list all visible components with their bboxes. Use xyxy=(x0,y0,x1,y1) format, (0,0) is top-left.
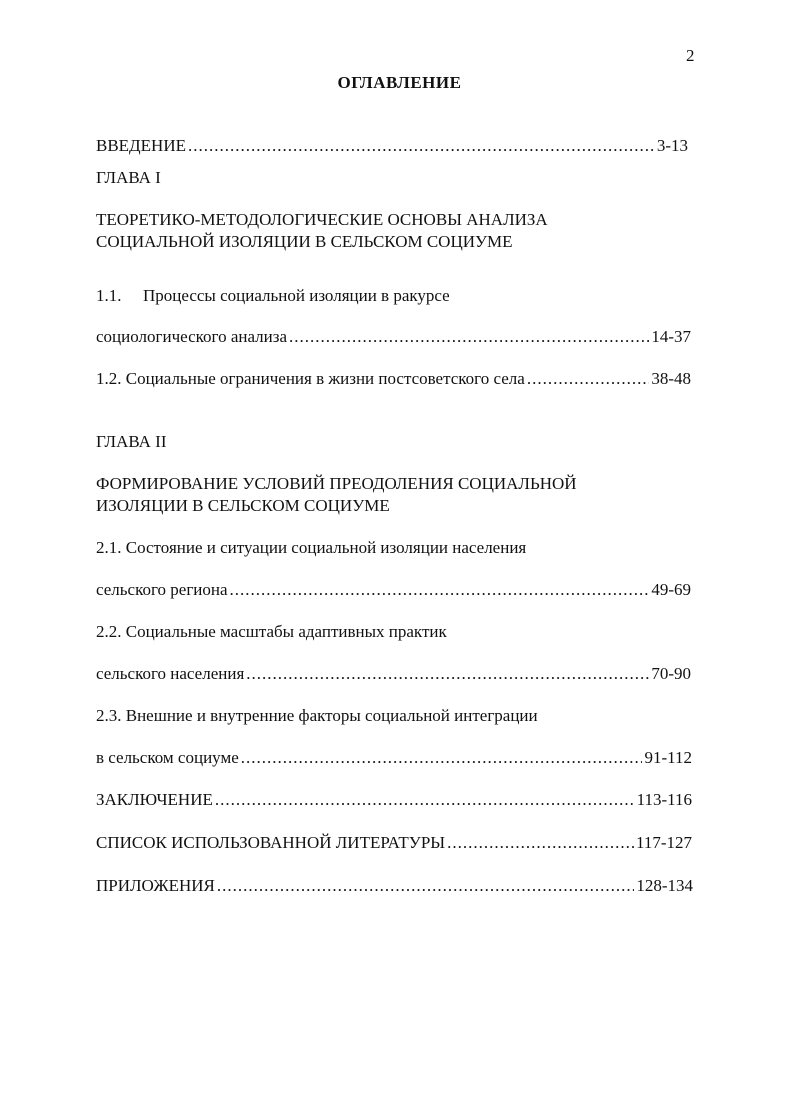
toc-entry-pages: 91-112 xyxy=(644,748,692,767)
toc-entry-section-2-2[interactable] xyxy=(96,664,691,684)
dot-leader xyxy=(217,876,634,896)
toc-entry-conclusion[interactable] xyxy=(96,790,692,810)
toc-entry-section-2-1[interactable] xyxy=(96,580,691,600)
toc-entry-label: сельского региона xyxy=(96,580,228,599)
chapter-2-label: ГЛАВА II xyxy=(96,432,167,451)
dot-leader xyxy=(188,136,655,156)
toc-entry-intro[interactable] xyxy=(96,136,688,156)
toc-entry-appendices[interactable] xyxy=(96,876,693,896)
dot-leader xyxy=(527,369,650,389)
section-1-1-title-line-1: Процессы социальной изоляции в ракурсе xyxy=(143,286,450,305)
toc-entry-label: в сельском социуме xyxy=(96,748,239,767)
dot-leader xyxy=(447,833,634,853)
chapter-1-heading-line-1: ТЕОРЕТИКО-МЕТОДОЛОГИЧЕСКИЕ ОСНОВЫ АНАЛИЗА xyxy=(96,210,548,229)
toc-entry-label: социологического анализа xyxy=(96,327,288,346)
dot-leader xyxy=(289,327,649,347)
toc-entry-label: ПРИЛОЖЕНИЯ xyxy=(96,876,215,895)
section-1-1-number: 1.1. xyxy=(96,286,122,305)
toc-entry-pages: 128-134 xyxy=(636,876,693,895)
chapter-2-heading-line-1: ФОРМИРОВАНИЕ УСЛОВИЙ ПРЕОДОЛЕНИЯ СОЦИАЛЬНОЙ xyxy=(96,474,577,493)
dot-leader xyxy=(215,790,635,810)
toc-entry-pages: 49-69 xyxy=(651,580,691,599)
dot-leader xyxy=(246,664,649,684)
toc-entry-pages: 70-90 xyxy=(651,664,691,683)
toc-entry-bibliography[interactable] xyxy=(96,833,692,853)
page-number: 2 xyxy=(686,46,695,65)
dot-leader xyxy=(241,748,643,768)
toc-title: ОГЛАВЛЕНИЕ xyxy=(337,73,462,92)
chapter-1-heading-line-2: СОЦИАЛЬНОЙ ИЗОЛЯЦИИ В СЕЛЬСКОМ СОЦИУМЕ xyxy=(96,232,513,251)
toc-entry-section-1-1[interactable] xyxy=(96,327,691,347)
toc-entry-label: ЗАКЛЮЧЕНИЕ xyxy=(96,790,213,809)
toc-entry-section-1-2[interactable] xyxy=(96,369,691,389)
chapter-2-heading-line-2: ИЗОЛЯЦИИ В СЕЛЬСКОМ СОЦИУМЕ xyxy=(96,496,390,515)
toc-entry-label: ВВЕДЕНИЕ xyxy=(96,136,186,155)
toc-entry-label: сельского населения xyxy=(96,664,245,683)
chapter-1-label: ГЛАВА I xyxy=(96,168,161,187)
toc-entry-pages: 14-37 xyxy=(651,327,691,346)
section-2-2-title-line-1: 2.2. Социальные масштабы адаптивных практик xyxy=(96,622,447,641)
section-2-3-title-line-1: 2.3. Внешние и внутренние факторы социальной интеграции xyxy=(96,706,538,725)
toc-entry-pages: 38-48 xyxy=(651,369,691,388)
dot-leader xyxy=(230,580,650,600)
toc-entry-pages: 3-13 xyxy=(656,136,688,155)
toc-entry-pages: 113-116 xyxy=(636,790,692,809)
toc-entry-label: СПИСОК ИСПОЛЬЗОВАННОЙ ЛИТЕРАТУРЫ xyxy=(96,833,446,852)
section-2-1-title-line-1: 2.1. Состояние и ситуации социальной изоляции населения xyxy=(96,538,527,557)
toc-entry-pages: 117-127 xyxy=(635,833,692,852)
toc-entry-section-2-3[interactable] xyxy=(96,748,692,768)
toc-entry-label: 1.2. Социальные ограничения в жизни постсоветского села xyxy=(96,369,525,388)
